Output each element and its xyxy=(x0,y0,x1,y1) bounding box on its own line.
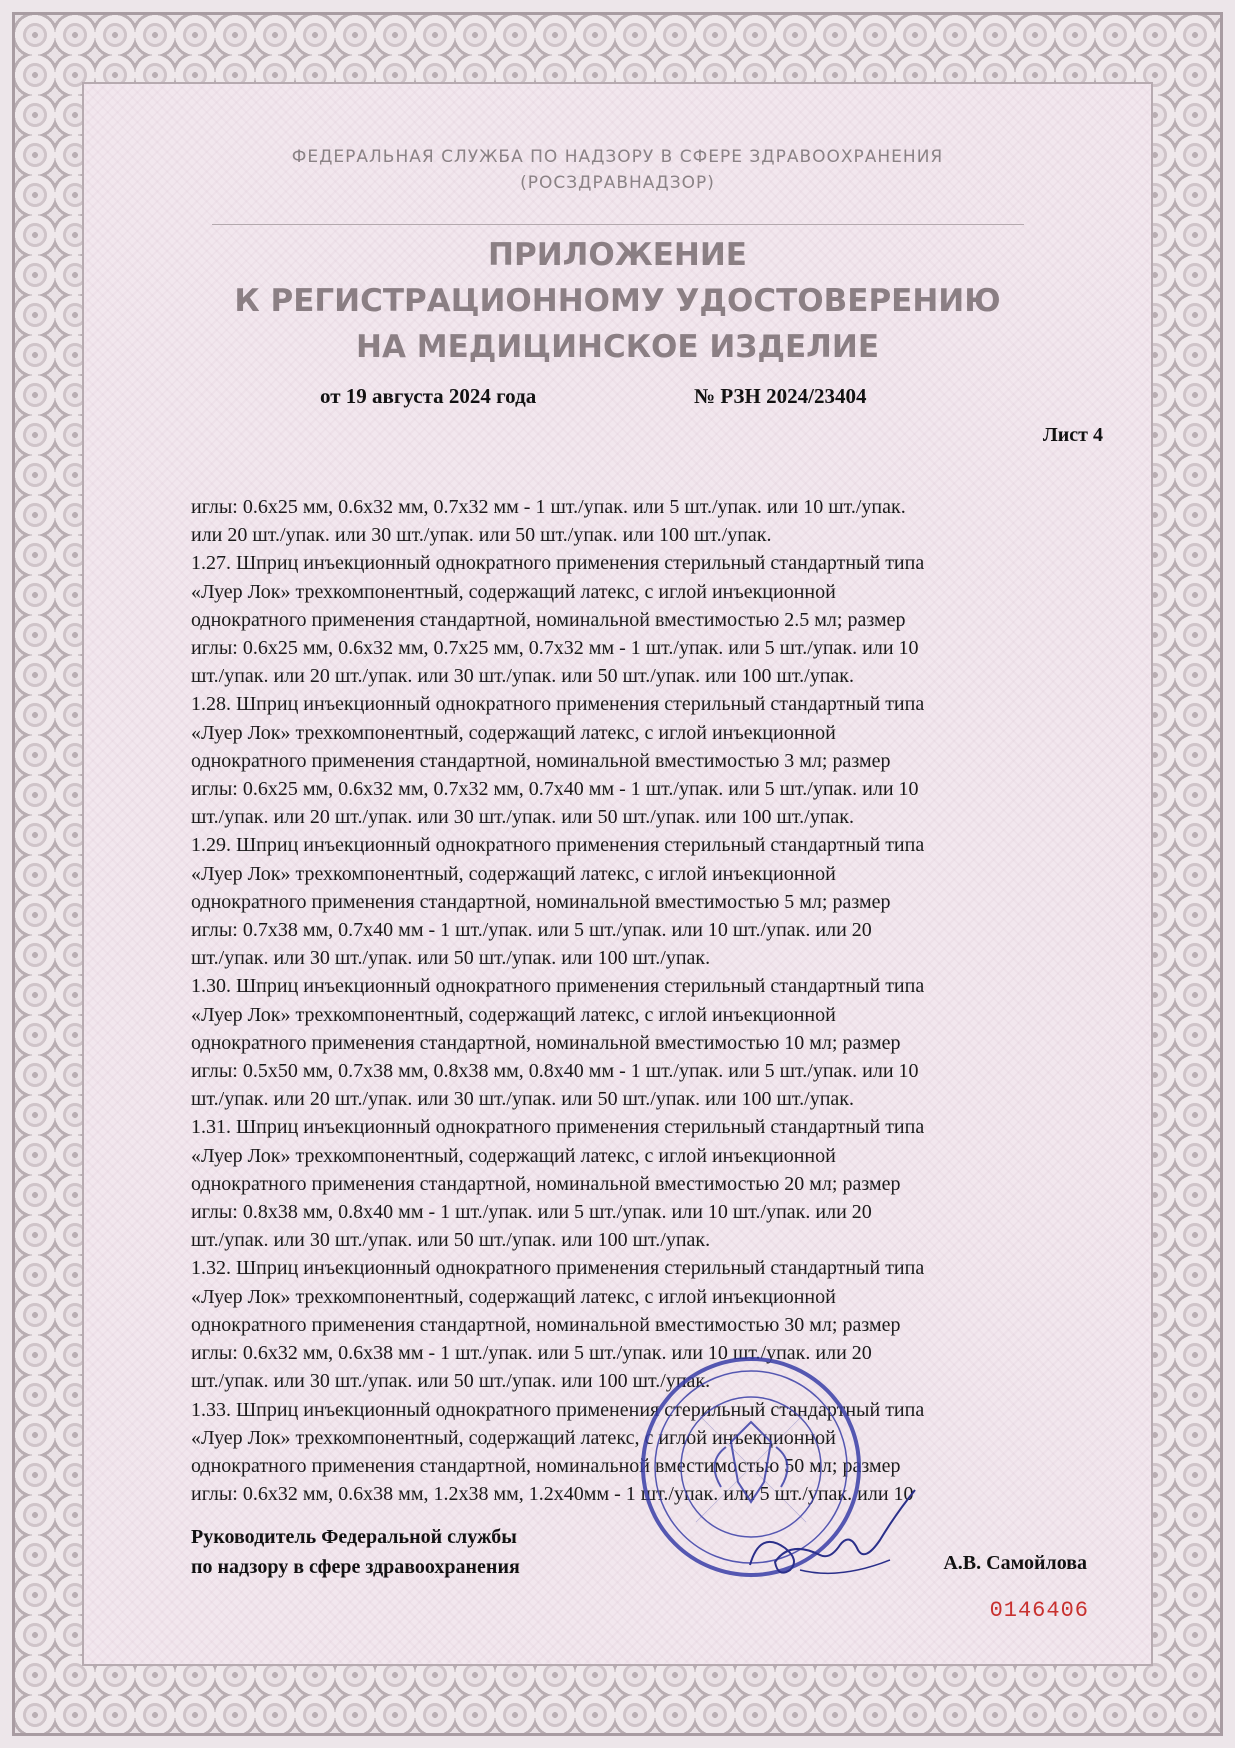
position-line-1: Руководитель Федеральной службы xyxy=(191,1526,517,1548)
text-line: шт./упак. или 30 шт./упак. или 50 шт./упак. или 100 шт./упак. xyxy=(191,1229,711,1252)
text-line: 1.28. Шприц инъекционный однократного применения стерильный стандартный типа xyxy=(191,693,925,716)
text-line: однократного применения стандартной, номинальной вместимостью 30 мл; размер xyxy=(191,1313,901,1336)
handwritten-signature-icon xyxy=(730,1470,950,1590)
text-line: «Луер Лок» трехкомпонентный, содержащий латекс, с иглой инъекционной xyxy=(191,1426,836,1449)
text-line: однократного применения стандартной, номинальной вместимостью 50 мл; размер xyxy=(191,1454,901,1477)
document-title-line-2: К РЕГИСТРАЦИОННОМУ УДОСТОВЕРЕНИЮ xyxy=(234,283,1001,319)
text-line: шт./упак. или 20 шт./упак. или 30 шт./упак. или 50 шт./упак. или 100 шт./упак. xyxy=(191,665,854,688)
text-line: шт./упак. или 30 шт./упак. или 50 шт./упак. или 100 шт./упак. xyxy=(191,947,711,970)
text-line: 1.32. Шприц инъекционный однократного применения стерильный стандартный типа xyxy=(191,1257,925,1280)
text-line: «Луер Лок» трехкомпонентный, содержащий латекс, с иглой инъекционной xyxy=(191,862,836,885)
issue-date: от 19 августа 2024 года xyxy=(320,384,537,408)
text-line: однократного применения стандартной, номинальной вместимостью 3 мл; размер xyxy=(191,749,891,772)
text-line: шт./упак. или 30 шт./упак. или 50 шт./упак. или 100 шт./упак. xyxy=(191,1370,711,1393)
text-line: однократного применения стандартной, номинальной вместимостью 20 мл; размер xyxy=(191,1172,901,1195)
text-line: шт./упак. или 20 шт./упак. или 30 шт./упак. или 50 шт./упак. или 100 шт./упак. xyxy=(191,806,854,829)
text-line: иглы: 0.7x38 мм, 0.7x40 мм - 1 шт./упак. или 5 шт./упак. или 10 шт./упак. или 20 xyxy=(191,919,872,942)
signer-name: А.В. Самойлова xyxy=(943,1552,1087,1574)
text-line: иглы: 0.5x50 мм, 0.7x38 мм, 0.8x38 мм, 0.8x40 мм - 1 шт./упак. или 5 шт./упак. или 10 xyxy=(191,1060,919,1083)
text-line: «Луер Лок» трехкомпонентный, содержащий латекс, с иглой инъекционной xyxy=(191,721,836,744)
text-line: 1.29. Шприц инъекционный однократного применения стерильный стандартный типа xyxy=(191,834,925,857)
text-line: 1.33. Шприц инъекционный однократного применения стерильный стандартный типа xyxy=(191,1398,925,1421)
text-line: однократного применения стандартной, номинальной вместимостью 5 мл; размер xyxy=(191,890,891,913)
text-line: 1.30. Шприц инъекционный однократного применения стерильный стандартный типа xyxy=(191,975,925,998)
text-line: 1.27. Шприц инъекционный однократного применения стерильный стандартный типа xyxy=(191,552,925,575)
text-line: однократного применения стандартной, номинальной вместимостью 2.5 мл; размер xyxy=(191,608,906,631)
position-line-2: по надзору в сфере здравоохранения xyxy=(191,1556,520,1578)
header-divider xyxy=(212,224,1024,225)
signatory-position xyxy=(191,1522,520,1582)
text-line: «Луер Лок» трехкомпонентный, содержащий латекс, с иглой инъекционной xyxy=(191,1144,836,1167)
text-line: однократного применения стандартной, номинальной вместимостью 10 мл; размер xyxy=(191,1031,901,1054)
text-line: иглы: 0.6x25 мм, 0.6x32 мм, 0.7x32 мм - 1 шт./упак. или 5 шт./упак. или 10 шт./упак. xyxy=(191,496,906,518)
text-line: «Луер Лок» трехкомпонентный, содержащий латекс, с иглой инъекционной xyxy=(191,1285,836,1308)
text-line: «Луер Лок» трехкомпонентный, содержащий латекс, с иглой инъекционной xyxy=(191,580,836,603)
text-line: шт./упак. или 20 шт./упак. или 30 шт./упак. или 50 шт./упак. или 100 шт./упак. xyxy=(191,1088,854,1111)
document-title-line-3: НА МЕДИЦИНСКОЕ ИЗДЕЛИЕ xyxy=(356,329,879,365)
text-line: иглы: 0.6x32 мм, 0.6x38 мм, 1.2x38 мм, 1.2x40мм - 1 шт./упак. или 5 шт./упак. или 10 xyxy=(191,1483,914,1506)
text-line: иглы: 0.6x32 мм, 0.6x38 мм - 1 шт./упак. или 5 шт./упак. или 10 шт./упак. или 20 xyxy=(191,1342,872,1365)
agency-abbreviation: (РОСЗДРАВНАДЗОР) xyxy=(520,173,715,193)
text-line: «Луер Лок» трехкомпонентный, содержащий латекс, с иглой инъекционной xyxy=(191,1003,836,1026)
agency-name: ФЕДЕРАЛЬНАЯ СЛУЖБА ПО НАДЗОРУ В СФЕРЕ ЗДРАВООХРАНЕНИЯ xyxy=(291,147,944,167)
sheet-number: Лист 4 xyxy=(1042,424,1103,446)
text-line: иглы: 0.6x25 мм, 0.6x32 мм, 0.7x25 мм, 0.7x32 мм - 1 шт./упак. или 5 шт./упак. или 10 xyxy=(191,637,919,660)
text-line: иглы: 0.6x25 мм, 0.6x32 мм, 0.7x32 мм, 0.7x40 мм - 1 шт./упак. или 5 шт./упак. или 10 xyxy=(191,778,919,801)
text-line: иглы: 0.8x38 мм, 0.8x40 мм - 1 шт./упак. или 5 шт./упак. или 10 шт./упак. или 20 xyxy=(191,1201,872,1224)
document-title-line-1: ПРИЛОЖЕНИЕ xyxy=(488,237,747,273)
serial-number: 0146406 xyxy=(989,1598,1089,1623)
text-line: 1.31. Шприц инъекционный однократного применения стерильный стандартный типа xyxy=(191,1116,925,1139)
text-line: или 20 шт./упак. или 30 шт./упак. или 50 шт./упак. или 100 шт./упак. xyxy=(191,524,772,547)
registration-number: № РЗН 2024/23404 xyxy=(694,384,867,408)
